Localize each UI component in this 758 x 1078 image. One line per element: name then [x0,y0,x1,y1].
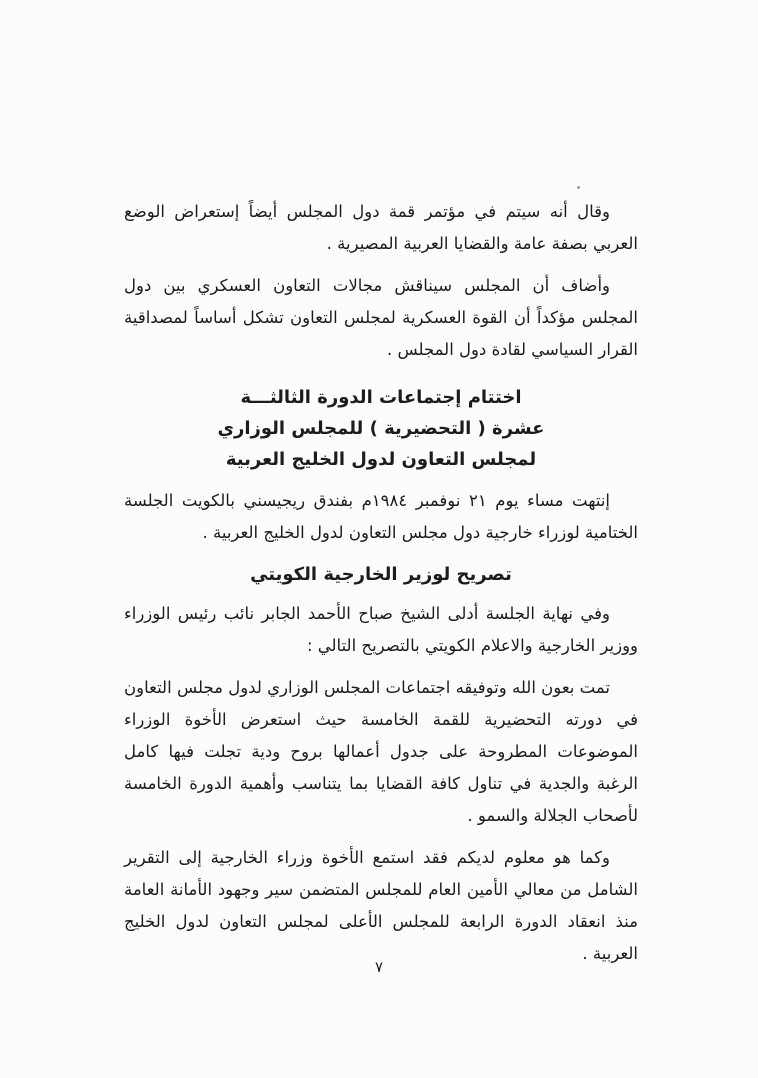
document-content [124,196,638,980]
paragraph-summit-review: وقال أنه سيتم في مؤتمر قمة دول المجلس أيضاً إستعراض الوضع العربي بصفة عامة والقضايا العربية المصيرية . [124,202,638,253]
section-heading-statement: تصريح لوزير الخارجية الكويتي [250,564,512,585]
paragraph-secretary-report: وكما هو معلوم لديكم فقد استمع الأخوة وزراء الخارجية إلى التقرير الشامل من معالي الأمين العام للمجلس المتضمن سير وجهود الأمانة العامة منذ انعقاد الدورة الرابعة للمجلس الأعلى لمجلس التعاون لدول الخليج العربية . [124,848,638,963]
paragraph-minister-statement-intro: وفي نهاية الجلسة أدلى الشيخ صباح الأحمد الجابر نائب رئيس الوزراء ووزير الخارجية والاعلام الكويتي بالتصريح التالي : [124,604,638,655]
scan-speck [577,186,580,189]
page-number: ٧ [374,958,384,976]
section-heading-closing-session [124,382,638,475]
heading-line: اختتام إجتماعات الدورة الثالثـــة [240,387,522,408]
paragraph-statement-body: تمت بعون الله وتوفيقه اجتماعات المجلس الوزاري لدول مجلس التعاون في دورته التحضيرية للقمة الخامسة حيث استعرض الأخوة الوزراء الموضوعات المطروحة على جدول أعمالها بروح ودية تجلت فيها كامل الرغبة والجدية في تناول كافة القضايا بما يتناسب وأهمية الدورة الخامسة لأصحاب الجلالة والسمو . [124,678,638,825]
heading-line: لمجلس التعاون لدول الخليج العربية [225,449,537,470]
paragraph-military-cooperation: وأضاف أن المجلس سيناقش مجالات التعاون العسكري بين دول المجلس مؤكداً أن القوة العسكرية لمجلس التعاون تشكل أساساً لمصداقية القرار السياسي لقادة دول المجلس . [124,276,638,359]
paragraph-session-end: إنتهت مساء يوم ٢١ نوفمبر ١٩٨٤م بفندق ريجيسني بالكويت الجلسة الختامية لوزراء خارجية دول مجلس التعاون لدول الخليج العربية . [124,491,638,542]
heading-line: عشرة ( التحضيرية ) للمجلس الوزاري [217,418,545,439]
